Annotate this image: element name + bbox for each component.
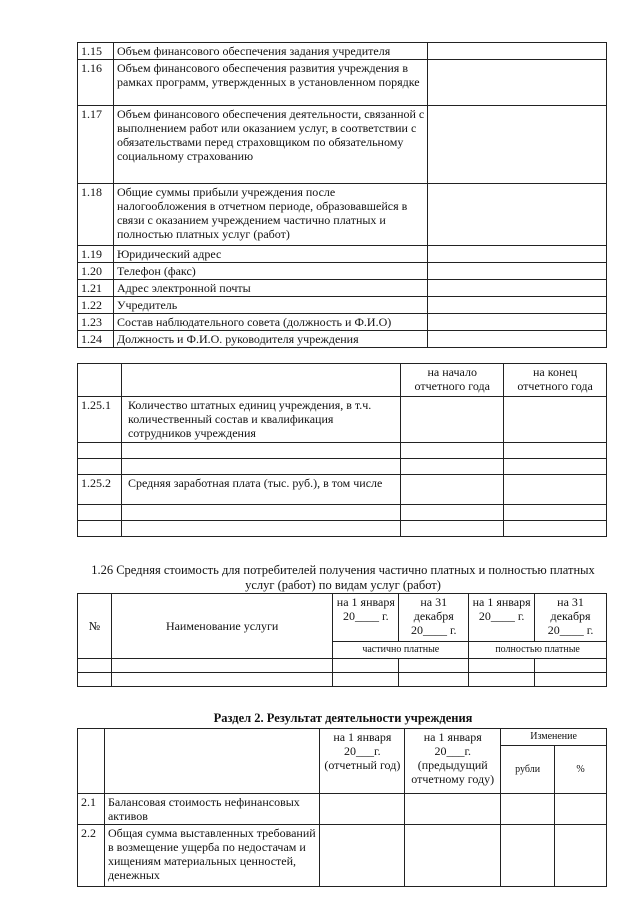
row-number: 1.19: [78, 246, 114, 263]
row-text: Объем финансового обеспечения развития учреждения в рамках программ, утвержденных в установленном порядке: [113, 60, 427, 106]
column-header-reporting-year: на 1 января 20___г. (отчетный год): [320, 729, 405, 794]
row-text: Балансовая стоимость нефинансовых активов: [104, 794, 319, 825]
row-text: Общие суммы прибыли учреждения после налогообложения в отчетном периоде, образовавшейся в связи с оказанием учреждением частично платных и полностью платных услуг (работ): [113, 184, 427, 246]
row-number: 1.17: [78, 106, 114, 184]
table-header-row: [78, 364, 607, 397]
row-text: Общая сумма выставленных требований в возмещение ущерба по недостачам и хищениям материальных ценностей, денежных: [104, 825, 319, 887]
table-row: [78, 397, 607, 443]
row-number: 1.21: [78, 280, 114, 297]
row-text: Состав наблюдательного совета (должность и Ф.И.О): [113, 314, 427, 331]
table-row: [78, 184, 607, 246]
table-row: [78, 331, 607, 348]
table-row: [78, 443, 607, 459]
row-value: [428, 106, 607, 184]
table-general-info: [77, 42, 607, 348]
row-text: Должность и Ф.И.О. руководителя учреждения: [113, 331, 427, 348]
column-header-dec31-full: на 31 декабря 20____ г.: [535, 594, 607, 642]
column-header-service-name: Наименование услуги: [111, 594, 332, 659]
row-value: [428, 246, 607, 263]
row-value: [428, 43, 607, 60]
row-value: [428, 314, 607, 331]
row-number: 2.2: [78, 825, 105, 887]
table-staff: [77, 363, 607, 537]
row-number: 1.25.2: [78, 475, 122, 505]
column-header-partial: частично платные: [333, 642, 469, 659]
table-row: [78, 505, 607, 521]
column-header-dec31-partial: на 31 декабря 20____ г.: [399, 594, 469, 642]
row-number: 2.1: [78, 794, 105, 825]
row-number: 1.25.1: [78, 397, 122, 443]
table-row: [78, 825, 607, 887]
row-value: [428, 280, 607, 297]
row-text: Средняя заработная плата (тыс. руб.), в том числе: [121, 475, 400, 505]
row-number: 1.24: [78, 331, 114, 348]
column-header-number: №: [78, 594, 112, 659]
row-text: Адрес электронной почты: [113, 280, 427, 297]
table-row: [78, 794, 607, 825]
table-row: [78, 280, 607, 297]
table-results: [77, 728, 607, 887]
table-row: [78, 459, 607, 475]
table-row: [78, 263, 607, 280]
table-row: [78, 106, 607, 184]
row-number: 1.23: [78, 314, 114, 331]
row-number: 1.18: [78, 184, 114, 246]
column-header-jan1-full: на 1 января 20____ г.: [469, 594, 535, 642]
row-value: [428, 184, 607, 246]
column-header-percent: %: [555, 746, 607, 794]
section-126-title: 1.26 Средняя стоимость для потребителей получения частично платных и полностью платных услуг (работ) по видам услуг (работ): [91, 563, 595, 592]
row-text: Учредитель: [113, 297, 427, 314]
table-row: [78, 673, 607, 687]
table-service-cost: [77, 593, 607, 687]
row-text: Юридический адрес: [113, 246, 427, 263]
column-header-jan1-partial: на 1 января 20____ г.: [333, 594, 399, 642]
row-text: Количество штатных единиц учреждения, в т.ч. количественный состав и квалификация сотрудников учреждения: [121, 397, 400, 443]
table-row: [78, 60, 607, 106]
table-header-row: [78, 729, 607, 746]
column-header-rub: рубли: [501, 746, 555, 794]
column-header-start: на начало отчетного года: [401, 364, 504, 397]
row-text: Объем финансового обеспечения задания учредителя: [113, 43, 427, 60]
column-header-previous-year: на 1 января 20___г. (предыдущий отчетному году): [405, 729, 501, 794]
row-number: 1.16: [78, 60, 114, 106]
table-row: [78, 43, 607, 60]
row-value: [428, 263, 607, 280]
table-row: [78, 659, 607, 673]
table-row: [78, 246, 607, 263]
table-row: [78, 475, 607, 505]
column-header-full: полностью платные: [469, 642, 607, 659]
row-text: Объем финансового обеспечения деятельности, связанной с выполнением работ или оказанием услуг, в соответствии с обязательствами перед страховщиком по обязательному социальному страхованию: [113, 106, 427, 184]
table-header-row: [78, 594, 607, 642]
row-value: [428, 331, 607, 348]
column-header-change: Изменение: [501, 729, 607, 746]
column-header-end: на конец отчетного года: [504, 364, 607, 397]
section-2-title: Раздел 2. Результат деятельности учреждения: [213, 711, 473, 725]
row-number: 1.22: [78, 297, 114, 314]
table-row: [78, 297, 607, 314]
table-row: [78, 314, 607, 331]
row-value: [428, 60, 607, 106]
row-number: 1.15: [78, 43, 114, 60]
row-number: 1.20: [78, 263, 114, 280]
table-row: [78, 521, 607, 537]
row-text: Телефон (факс): [113, 263, 427, 280]
row-value: [428, 297, 607, 314]
